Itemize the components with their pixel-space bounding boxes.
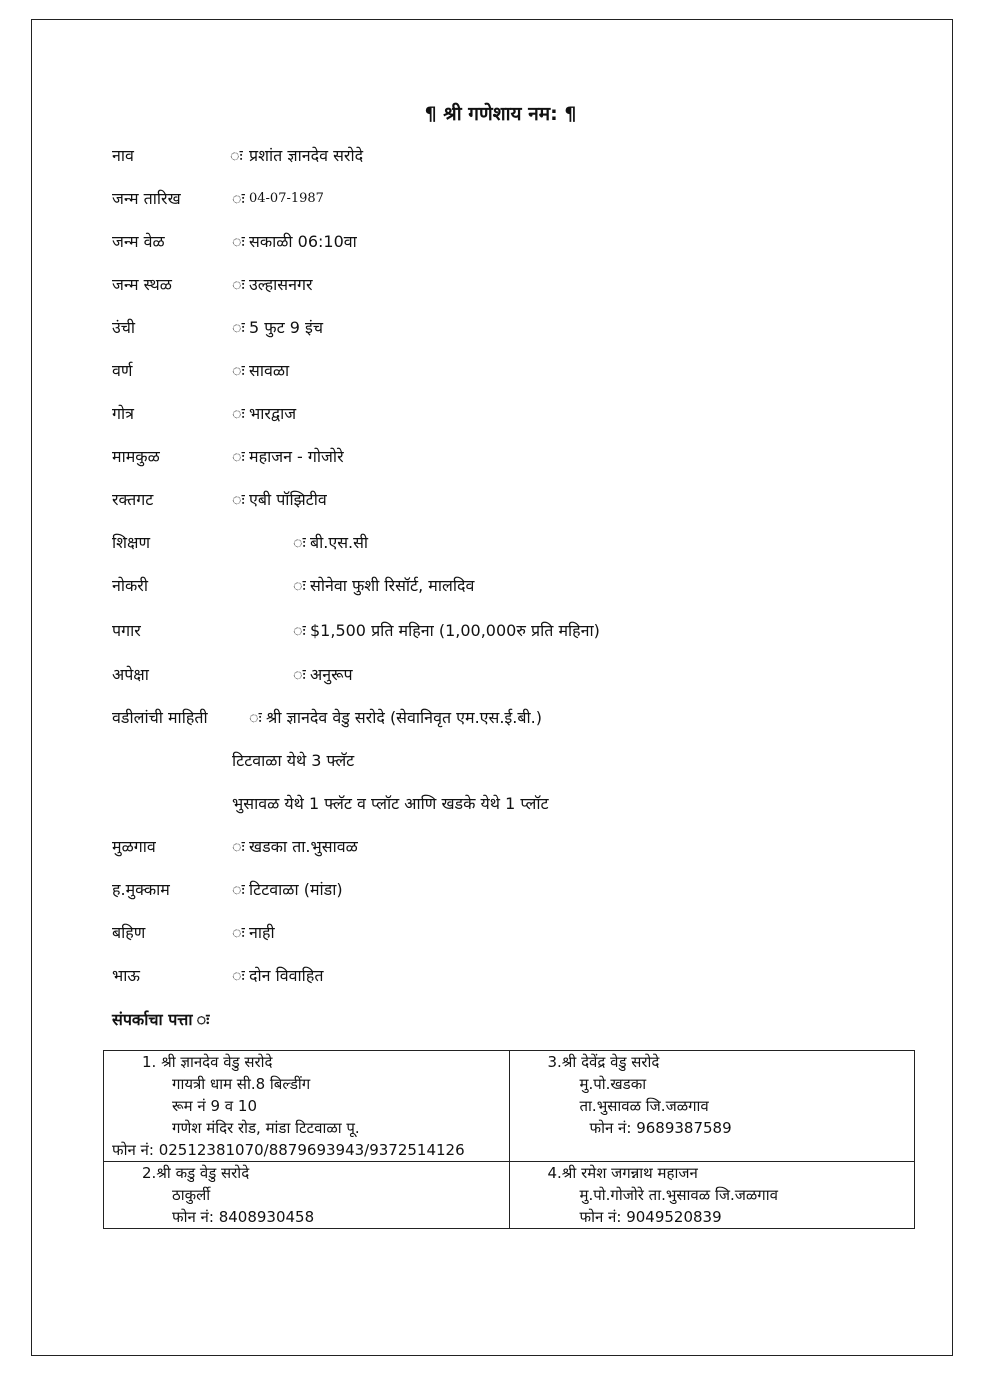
- contact-address-line: मु.पो.खडका: [579, 1075, 647, 1093]
- field-colon: ः: [232, 318, 245, 337]
- table-row: [104, 1051, 915, 1162]
- field-label: मुळगाव: [112, 837, 156, 856]
- field-label: गोत्र: [112, 404, 134, 423]
- field-value: भारद्वाज: [249, 404, 297, 423]
- field-label: नाव: [112, 146, 134, 165]
- field-colon: ः: [230, 146, 243, 165]
- field-value: महाजन - गोजोरे: [249, 447, 344, 466]
- field-label: नोकरी: [112, 576, 149, 595]
- field-value: भुसावळ येथे 1 फ्लॅट व प्लॉट आणि खडके येथे 1 प्लॉट: [232, 794, 549, 813]
- contact-cell-2: [104, 1162, 510, 1229]
- contact-cell-4: [509, 1162, 915, 1229]
- contacts-table: [103, 1050, 915, 1229]
- table-row: [104, 1162, 915, 1229]
- field-value: टिटवाळा येथे 3 फ्लॅट: [232, 751, 355, 770]
- field-value: 5 फुट 9 इंच: [249, 318, 324, 337]
- contact-name: 4.श्री रमेश जगन्नाथ महाजन: [547, 1164, 698, 1182]
- field-label: अपेक्षा: [112, 665, 149, 684]
- field-colon: ः: [232, 447, 245, 466]
- field-value: सोनेवा फुशी रिसॉर्ट, मालदिव: [310, 576, 475, 595]
- field-value: एबी पॉझिटीव: [249, 490, 327, 509]
- contact-address-line: गणेश मंदिर रोड, मांडा टिटवाळा पू.: [172, 1119, 360, 1137]
- field-colon: ः: [232, 923, 245, 942]
- field-colon: ः: [232, 361, 245, 380]
- contact-name: 2.श्री कडु वेडु सरोदे: [142, 1164, 250, 1182]
- contact-phone: फोन नं: 9049520839: [579, 1208, 722, 1226]
- page-title: ¶ श्री गणेशाय नम: ¶: [424, 103, 577, 125]
- contact-name: 3.श्री देवेंद्र वेडु सरोदे: [547, 1053, 660, 1071]
- field-value: टिटवाळा (मांडा): [249, 880, 343, 899]
- field-label: वडीलांची माहिती: [112, 708, 208, 727]
- field-value: 04-07-1987: [249, 191, 324, 206]
- field-label: उंची: [112, 318, 136, 337]
- field-colon: ः: [232, 966, 245, 985]
- field-colon: ः: [249, 708, 262, 727]
- contact-name: 1. श्री ज्ञानदेव वेडु सरोदे: [142, 1053, 273, 1071]
- field-value: $1,500 प्रति महिना (1,00,000रु प्रति महिना): [310, 621, 600, 640]
- field-label: बहिण: [112, 923, 146, 942]
- field-colon: ः: [232, 837, 245, 856]
- contact-cell-3: [509, 1051, 915, 1162]
- field-value: उल्हासनगर: [249, 275, 313, 294]
- field-colon: ः: [232, 404, 245, 423]
- field-label: वर्ण: [112, 361, 133, 380]
- field-value: नाही: [249, 923, 275, 942]
- contact-phone: फोन नं: 02512381070/8879693943/9372514126: [112, 1141, 465, 1159]
- contact-address-line: ता.भुसावळ जि.जळगाव: [579, 1097, 709, 1115]
- contact-address-line: ठाकुर्ली: [172, 1186, 211, 1204]
- field-label: पगार: [112, 621, 141, 640]
- field-label: ह.मुक्काम: [112, 880, 170, 899]
- field-value: खडका ता.भुसावळ: [249, 837, 358, 856]
- field-value: दोन विवाहित: [249, 966, 324, 985]
- field-colon: ः: [232, 189, 245, 208]
- contact-phone: फोन नं: 9689387589: [589, 1119, 732, 1137]
- field-value: सकाळी 06:10वा: [249, 232, 357, 251]
- field-value: बी.एस.सी: [310, 533, 369, 552]
- field-colon: ः: [232, 490, 245, 509]
- field-colon: ः: [232, 880, 245, 899]
- field-label: जन्म स्थळ: [112, 275, 172, 294]
- field-value: श्री ज्ञानदेव वेडु सरोदे (सेवानिवृत एम.एस.ई.बी.): [266, 708, 542, 727]
- field-colon: ः: [293, 533, 306, 552]
- contact-cell-1: [104, 1051, 510, 1162]
- field-colon: ः: [293, 576, 306, 595]
- contact-address-line: मु.पो.गोजोरे ता.भुसावळ जि.जळगाव: [579, 1186, 778, 1204]
- field-colon: ः: [232, 232, 245, 251]
- field-colon: ः: [232, 275, 245, 294]
- field-label: शिक्षण: [112, 533, 151, 552]
- field-colon: ः: [293, 665, 306, 684]
- field-value: प्रशांत ज्ञानदेव सरोदे: [249, 146, 364, 165]
- contact-address-line: गायत्री धाम सी.8 बिल्डींग: [172, 1075, 311, 1093]
- field-label: भाऊ: [112, 966, 140, 985]
- contact-phone: फोन नं: 8408930458: [172, 1208, 315, 1226]
- field-colon: ः: [293, 621, 306, 640]
- contact-heading: संपर्काचा पत्ता ः: [112, 1010, 210, 1029]
- field-value: अनुरूप: [310, 665, 353, 684]
- field-value: सावळा: [249, 361, 290, 380]
- contact-address-line: रूम नं 9 व 10: [172, 1097, 257, 1115]
- field-label: मामकुळ: [112, 447, 160, 466]
- field-label: जन्म वेळ: [112, 232, 165, 251]
- field-label: जन्म तारिख: [112, 189, 181, 208]
- field-label: रक्तगट: [112, 490, 154, 509]
